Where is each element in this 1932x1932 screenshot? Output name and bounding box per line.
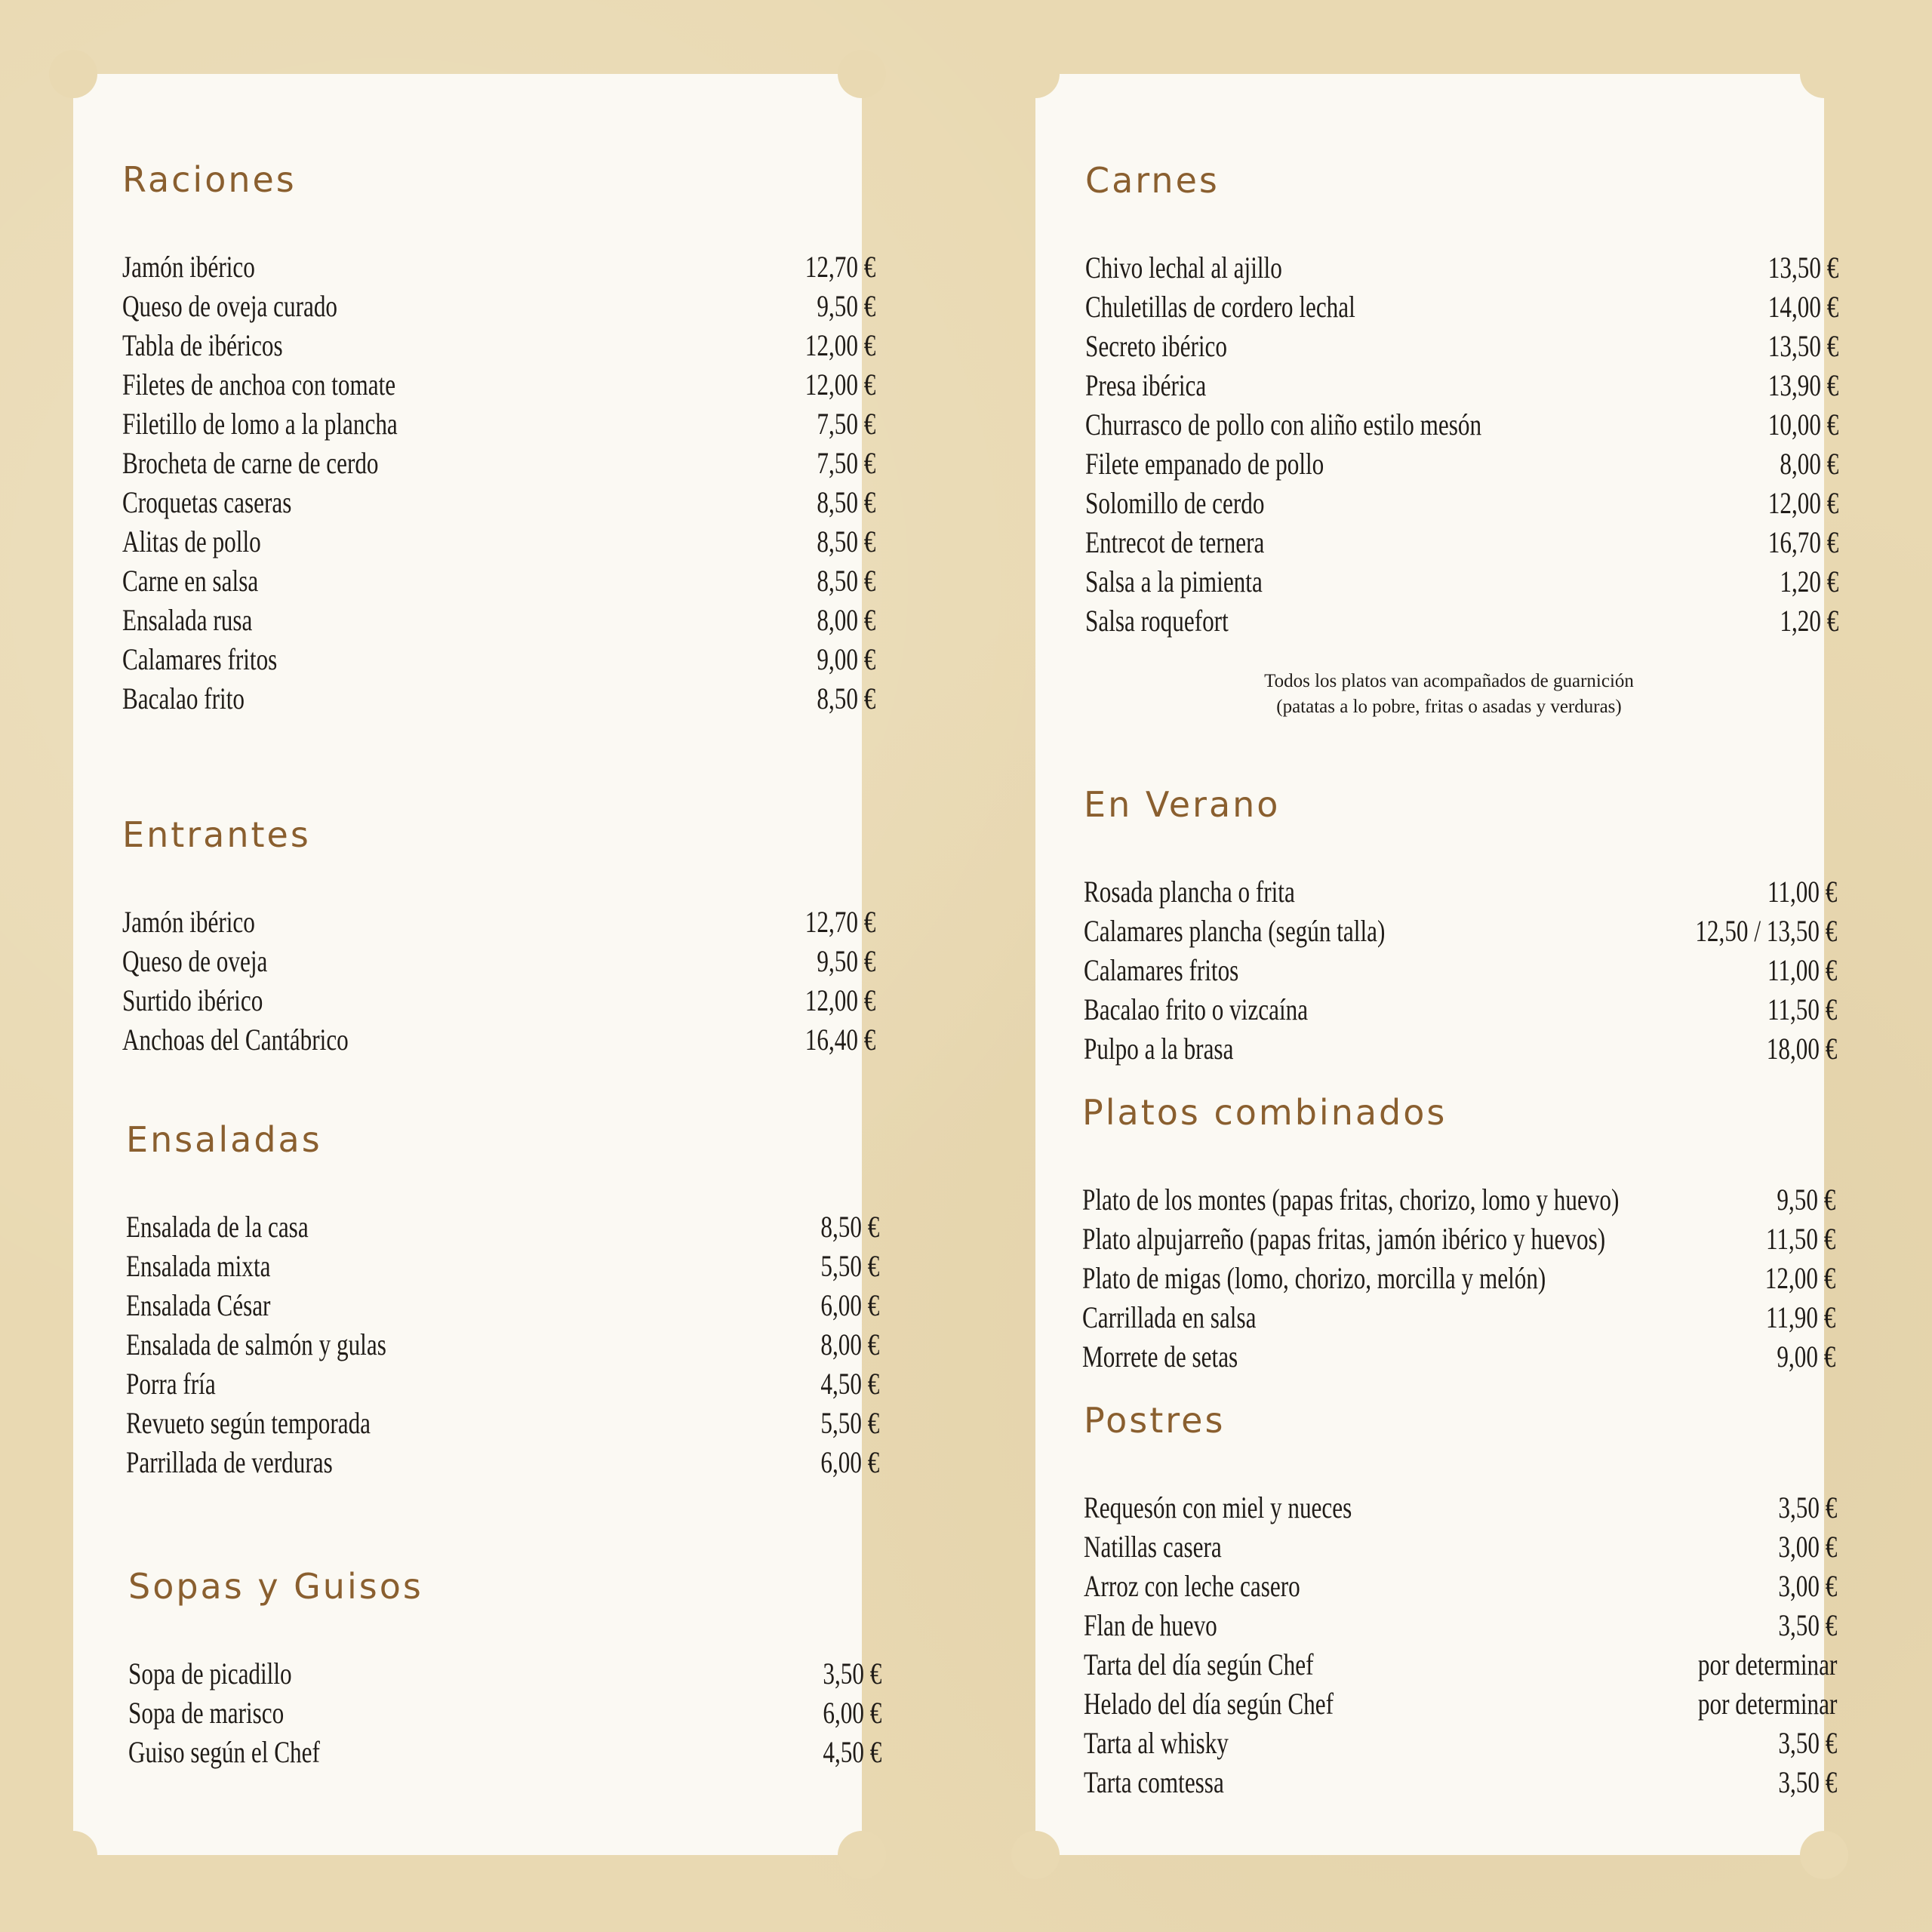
- section-title: Carnes: [1085, 160, 1220, 201]
- menu-item: [1084, 1763, 1837, 1802]
- menu-item: [1085, 327, 1838, 366]
- menu-item-price: 3,00 €: [1778, 1530, 1838, 1564]
- menu-item: [122, 483, 875, 522]
- menu-item-name: Arroz con leche casero: [1084, 1569, 1300, 1603]
- menu-item: [126, 1364, 879, 1404]
- menu-item-name: Surtido ibérico: [122, 983, 263, 1017]
- menu-item: [1084, 1488, 1837, 1527]
- menu-item: [1084, 1684, 1837, 1724]
- menu-item: [122, 679, 875, 718]
- section-title: Raciones: [122, 159, 297, 200]
- menu-item-price: 11,00 €: [1767, 953, 1838, 987]
- menu-item-price: 13,50 €: [1767, 329, 1839, 363]
- menu-item-price: 9,50 €: [817, 944, 876, 978]
- menu-list: [128, 1654, 883, 1772]
- menu-item: [126, 1247, 879, 1286]
- menu-item-name: Bacalao frito: [122, 681, 245, 715]
- menu-item-price: 11,00 €: [1767, 875, 1838, 909]
- menu-item-name: Ensalada de la casa: [126, 1210, 309, 1244]
- section-title: En Verano: [1084, 784, 1281, 825]
- menu-item-name: Parrillada de verduras: [126, 1445, 333, 1479]
- menu-item-price: 6,00 €: [820, 1445, 880, 1479]
- menu-item-price: 12,70 €: [804, 250, 876, 284]
- menu-item-price: 13,90 €: [1767, 368, 1839, 402]
- menu-item-name: Carne en salsa: [122, 564, 259, 598]
- corner-notch: [1011, 1831, 1060, 1879]
- menu-item-price: 11,90 €: [1765, 1300, 1836, 1334]
- menu-item: [122, 287, 875, 326]
- menu-item: [126, 1286, 879, 1325]
- menu-item-name: Ensalada César: [126, 1288, 271, 1322]
- menu-item: [122, 561, 875, 601]
- menu-item: [122, 365, 875, 405]
- menu-item-price: 8,50 €: [817, 485, 876, 519]
- menu-item: [1084, 1029, 1837, 1069]
- menu-item-price: 3,00 €: [1778, 1569, 1838, 1603]
- menu-item-name: Pulpo a la brasa: [1084, 1032, 1234, 1066]
- menu-item-price: 10,00 €: [1767, 408, 1839, 441]
- menu-item-price: 3,50 €: [1778, 1491, 1838, 1524]
- section-title: Postres: [1084, 1400, 1226, 1441]
- corner-notch: [838, 50, 886, 98]
- menu-item-name: Churrasco de pollo con aliño estilo mesón: [1085, 408, 1482, 441]
- menu-item: [1084, 1724, 1837, 1763]
- menu-item-name: Jamón ibérico: [122, 250, 255, 284]
- menu-item-price: 8,00 €: [820, 1327, 880, 1361]
- menu-item-price: 5,50 €: [820, 1406, 880, 1440]
- menu-item-price: 16,40 €: [804, 1023, 876, 1057]
- menu-item-name: Plato de migas (lomo, chorizo, morcilla y melón): [1082, 1261, 1546, 1295]
- menu-item: [1085, 405, 1838, 445]
- menu-item-name: Flan de huevo: [1084, 1608, 1217, 1642]
- section-sopas: [128, 1565, 883, 1772]
- menu-item: [1084, 1527, 1837, 1567]
- section-carnes: [1085, 159, 1840, 641]
- menu-item: [122, 522, 875, 561]
- menu-item-name: Entrecot de ternera: [1085, 525, 1265, 559]
- menu-item: [122, 640, 875, 679]
- menu-item: [126, 1325, 879, 1364]
- menu-item-price: 3,50 €: [1778, 1608, 1838, 1642]
- menu-item-name: Tabla de ibéricos: [122, 328, 283, 362]
- menu-item-name: Filete empanado de pollo: [1085, 447, 1324, 481]
- menu-item: [122, 444, 875, 483]
- menu-item-name: Croquetas caseras: [122, 485, 292, 519]
- menu-list: [126, 1208, 881, 1482]
- section-entrantes: [122, 814, 877, 1060]
- menu-item-name: Ensalada rusa: [122, 603, 253, 637]
- menu-item: [128, 1733, 881, 1772]
- menu-list: [122, 903, 877, 1060]
- menu-item-name: Morrete de setas: [1082, 1340, 1238, 1374]
- corner-notch: [1800, 50, 1848, 98]
- section-title: Sopas y Guisos: [128, 1566, 423, 1607]
- menu-item-price: 9,00 €: [817, 642, 876, 676]
- menu-item-price: 11,50 €: [1767, 992, 1838, 1026]
- menu-item-price: 3,50 €: [1778, 1765, 1838, 1799]
- menu-item-name: Tarta del día según Chef: [1084, 1647, 1314, 1681]
- menu-item-price: 4,50 €: [823, 1735, 882, 1769]
- menu-item-price: 12,00 €: [804, 983, 876, 1017]
- menu-item-price: 12,00 €: [1764, 1261, 1836, 1295]
- menu-item-name: Plato alpujarreño (papas fritas, jamón ibérico y huevos): [1082, 1222, 1606, 1256]
- menu-item: [1082, 1220, 1835, 1259]
- menu-item-price: 9,00 €: [1777, 1340, 1836, 1374]
- corner-notch: [1800, 1831, 1848, 1879]
- menu-list: [1084, 1488, 1838, 1802]
- menu-item-name: Calamares fritos: [1084, 953, 1239, 987]
- menu-item-name: Presa ibérica: [1085, 368, 1207, 402]
- menu-item-name: Salsa a la pimienta: [1085, 565, 1263, 598]
- menu-item-name: Requesón con miel y nueces: [1084, 1491, 1352, 1524]
- menu-item-name: Anchoas del Cantábrico: [122, 1023, 349, 1057]
- section-title: Platos combinados: [1082, 1092, 1447, 1133]
- menu-item: [128, 1694, 881, 1733]
- menu-item-name: Queso de oveja curado: [122, 289, 338, 323]
- section-title: Entrantes: [122, 814, 311, 855]
- menu-item-price: 6,00 €: [820, 1288, 880, 1322]
- menu-item-price: 4,50 €: [820, 1367, 880, 1401]
- menu-item-price: 12,70 €: [804, 905, 876, 939]
- menu-item: [1085, 562, 1838, 601]
- menu-item-price: 13,50 €: [1767, 251, 1839, 285]
- section-verano: [1084, 783, 1838, 1069]
- menu-item: [122, 1020, 875, 1060]
- menu-item: [1084, 912, 1837, 951]
- menu-list: [1082, 1180, 1837, 1377]
- menu-list: [1084, 872, 1838, 1069]
- menu-item: [1085, 445, 1838, 484]
- section-title: Ensaladas: [126, 1119, 322, 1160]
- menu-item-price: 7,50 €: [817, 407, 876, 441]
- menu-item-name: Filetillo de lomo a la plancha: [122, 407, 398, 441]
- menu-list: [1085, 248, 1840, 641]
- menu-item-price: 6,00 €: [823, 1696, 882, 1730]
- menu-item-price: 12,00 €: [804, 368, 876, 401]
- menu-item-name: Salsa roquefort: [1085, 604, 1229, 638]
- menu-item-price: 12,50 / 13,50 €: [1695, 914, 1838, 948]
- menu-item-name: Solomillo de cerdo: [1085, 486, 1265, 520]
- menu-item-price: 14,00 €: [1767, 290, 1839, 324]
- corner-notch: [49, 50, 97, 98]
- menu-item: [126, 1404, 879, 1443]
- menu-item-name: Helado del día según Chef: [1084, 1687, 1334, 1721]
- menu-item-price: 9,50 €: [817, 289, 876, 323]
- menu-item-price: 8,00 €: [817, 603, 876, 637]
- menu-item: [1085, 484, 1838, 523]
- note-line: Todos los platos van acompañados de guarnición: [1264, 671, 1634, 691]
- menu-item: [122, 326, 875, 365]
- menu-item: [1085, 601, 1838, 641]
- menu-item: [1084, 1567, 1837, 1606]
- menu-item-name: Tarta comtessa: [1084, 1765, 1224, 1799]
- menu-item: [1084, 1645, 1837, 1684]
- menu-item: [122, 405, 875, 444]
- menu-item-name: Porra fría: [126, 1367, 216, 1401]
- menu-item-name: Carrillada en salsa: [1082, 1300, 1257, 1334]
- menu-item-price: 11,50 €: [1765, 1222, 1836, 1256]
- menu-item-name: Tarta al whisky: [1084, 1726, 1229, 1760]
- corner-notch: [1011, 50, 1060, 98]
- menu-item-name: Bacalao frito o vizcaína: [1084, 992, 1309, 1026]
- menu-item-name: Brocheta de carne de cerdo: [122, 446, 379, 480]
- menu-item: [1084, 1606, 1837, 1645]
- menu-item-price: por determinar: [1697, 1647, 1838, 1681]
- menu-panel-left: [73, 74, 882, 1855]
- menu-item: [1084, 872, 1837, 912]
- section-raciones: [122, 158, 877, 718]
- menu-item-price: 3,50 €: [1778, 1726, 1838, 1760]
- menu-item-name: Rosada plancha o frita: [1084, 875, 1295, 909]
- menu-item-price: 12,00 €: [804, 328, 876, 362]
- section-combinados: [1082, 1091, 1837, 1377]
- menu-item-price: por determinar: [1697, 1687, 1838, 1721]
- menu-item-name: Calamares plancha (según talla): [1084, 914, 1386, 948]
- menu-item-name: Jamón ibérico: [122, 905, 255, 939]
- menu-item-name: Ensalada de salmón y gulas: [126, 1327, 386, 1361]
- menu-item: [1084, 990, 1837, 1029]
- menu-item: [126, 1443, 879, 1482]
- menu-item: [1084, 951, 1837, 990]
- menu-item: [1082, 1259, 1835, 1298]
- section-ensaladas: [126, 1118, 881, 1482]
- menu-item: [122, 601, 875, 640]
- menu-panel-right: [1035, 74, 1839, 1855]
- menu-item-name: Revueto según temporada: [126, 1406, 371, 1440]
- menu-item-price: 8,50 €: [817, 681, 876, 715]
- menu-item-price: 9,50 €: [1777, 1183, 1836, 1217]
- menu-item-name: Chivo lechal al ajillo: [1085, 251, 1282, 285]
- menu-item-name: Ensalada mixta: [126, 1249, 271, 1283]
- corner-notch: [838, 1831, 886, 1879]
- menu-item-price: 8,50 €: [817, 564, 876, 598]
- menu-item: [122, 248, 875, 287]
- menu-item-name: Calamares fritos: [122, 642, 278, 676]
- menu-list: [122, 248, 877, 718]
- garnish-note: [1072, 669, 1826, 720]
- section-postres: [1084, 1399, 1838, 1802]
- menu-item: [122, 981, 875, 1020]
- menu-item: [1085, 523, 1838, 562]
- menu-item-price: 8,50 €: [820, 1210, 880, 1244]
- menu-item-name: Natillas casera: [1084, 1530, 1222, 1564]
- menu-item: [1082, 1180, 1835, 1220]
- menu-item-name: Chuletillas de cordero lechal: [1085, 290, 1355, 324]
- menu-item: [122, 942, 875, 981]
- menu-item: [1082, 1298, 1835, 1337]
- menu-item: [1085, 248, 1838, 288]
- menu-item-price: 3,50 €: [823, 1657, 882, 1690]
- note-line: (patatas a lo pobre, fritas o asadas y verduras): [1276, 697, 1622, 717]
- menu-item: [1082, 1337, 1835, 1377]
- menu-item-name: Guiso según el Chef: [128, 1735, 320, 1769]
- menu-item-price: 18,00 €: [1766, 1032, 1838, 1066]
- menu-item-price: 8,00 €: [1780, 447, 1839, 481]
- menu-item: [128, 1654, 881, 1694]
- menu-item-price: 12,00 €: [1767, 486, 1839, 520]
- menu-item-name: Queso de oveja: [122, 944, 268, 978]
- menu-item-name: Sopa de picadillo: [128, 1657, 292, 1690]
- corner-notch: [49, 1831, 97, 1879]
- menu-item-price: 8,50 €: [817, 525, 876, 558]
- menu-item-price: 5,50 €: [820, 1249, 880, 1283]
- menu-item: [1085, 366, 1838, 405]
- menu-item-name: Filetes de anchoa con tomate: [122, 368, 396, 401]
- menu-item: [1085, 288, 1838, 327]
- menu-item-name: Secreto ibérico: [1085, 329, 1227, 363]
- menu-item: [126, 1208, 879, 1247]
- menu-item-price: 7,50 €: [817, 446, 876, 480]
- menu-item: [122, 903, 875, 942]
- menu-item-price: 1,20 €: [1780, 565, 1839, 598]
- menu-item-price: 1,20 €: [1780, 604, 1839, 638]
- menu-item-name: Plato de los montes (papas fritas, chorizo, lomo y huevo): [1082, 1183, 1620, 1217]
- menu-item-name: Alitas de pollo: [122, 525, 261, 558]
- menu-item-price: 16,70 €: [1767, 525, 1839, 559]
- menu-item-name: Sopa de marisco: [128, 1696, 285, 1730]
